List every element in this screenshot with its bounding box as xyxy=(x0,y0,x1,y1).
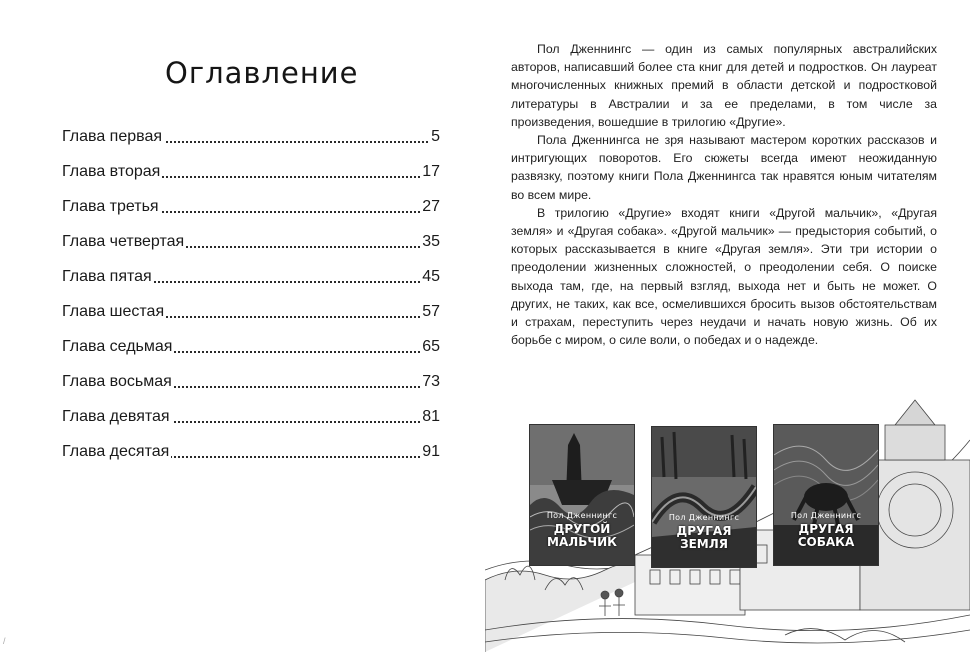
toc-item-3[interactable] xyxy=(62,188,440,223)
toc-item-label: Глава вторая xyxy=(62,163,161,180)
toc-item-label: Глава седьмая xyxy=(62,338,173,355)
corner-mark: / xyxy=(3,636,6,646)
toc-item-label: Глава пятая xyxy=(62,268,152,285)
toc-item-9[interactable] xyxy=(62,398,440,433)
toc-item-label: Глава шестая xyxy=(62,303,165,320)
book-cover-other-boy[interactable] xyxy=(529,424,635,566)
toc-item-page: 57 xyxy=(422,303,440,320)
toc-item-page: 65 xyxy=(422,338,440,355)
book-title: ДРУГОЙ МАЛЬЧИК xyxy=(547,522,617,549)
toc-item-page: 35 xyxy=(422,233,440,250)
toc-item-label: Глава первая xyxy=(62,128,163,145)
book-cover-other-dog[interactable] xyxy=(773,424,879,566)
toc-item-page: 5 xyxy=(431,128,440,145)
toc-item-7[interactable] xyxy=(62,328,440,363)
toc-item-page: 27 xyxy=(422,198,440,215)
author-bio xyxy=(511,40,937,349)
bio-paragraph-3: В трилогию «Другие» входят книги «Другой мальчик», «Другая земля» и «Другая собака». «Другой мальчик» — предыстория событий, о которых рассказывается в книге «Другая земля». Эти три истории о преодолении жизненных сложностей, о преодолении себя. О поиске выхода там, где, на первый взгляд, выхода нет и быть не может. О других, не таких, как все, осмелившихся бросить вызов обстоятельствам и страхам, переступить через неудачи и начать новую жизнь. Об их борьбе с миром, о силе воли, о победах и о надежде. xyxy=(511,205,937,348)
book-author: Пол Дженнингс xyxy=(546,511,618,520)
toc-item-label: Глава третья xyxy=(62,198,159,215)
toc-item-page: 81 xyxy=(422,408,440,425)
toc-item-label: Глава четвертая xyxy=(62,233,185,250)
book-author: Пол Дженнингс xyxy=(668,513,740,522)
toc-item-6[interactable] xyxy=(62,293,440,328)
book-title: ДРУГАЯ ЗЕМЛЯ xyxy=(676,524,732,551)
toc-item-label: Глава восьмая xyxy=(62,373,172,390)
book-author: Пол Дженнингс xyxy=(790,511,862,520)
bio-paragraph-1: Пол Дженнингс — один из самых популярных австралийских авторов, написавший более ста книг для детей и подростков. Он лауреат многочисленных книжных премий в области детской и подростковой литературы в Австралии и за ее пределами, в том числе за произведения, вошедшие в трилогию «Другие». xyxy=(511,42,937,129)
toc-item-10[interactable] xyxy=(62,433,440,468)
toc-item-5[interactable] xyxy=(62,258,440,293)
toc-item-page: 73 xyxy=(422,373,440,390)
toc-title: Оглавление xyxy=(165,56,359,90)
toc-item-4[interactable] xyxy=(62,223,440,258)
toc-item-8[interactable] xyxy=(62,363,440,398)
toc-list xyxy=(62,118,440,468)
toc-item-1[interactable] xyxy=(62,118,440,153)
bio-paragraph-2: Пола Дженнингса не зря называют мастером коротких рассказов и интригующих поворотов. Его сюжеты всегда имеют неожиданную развязку, поэтому книги Пола Дженнингса так нравятся юным читателям во всем мире. xyxy=(511,133,937,202)
toc-item-page: 17 xyxy=(422,163,440,180)
book-title: ДРУГАЯ СОБАКА xyxy=(797,522,855,549)
toc-item-label: Глава девятая xyxy=(62,408,170,425)
toc-item-page: 45 xyxy=(422,268,440,285)
toc-item-2[interactable] xyxy=(62,153,440,188)
right-page xyxy=(485,0,970,652)
book-cover-other-land[interactable] xyxy=(651,426,757,568)
toc-item-label: Глава десятая xyxy=(62,443,170,460)
toc-item-page: 91 xyxy=(422,443,440,460)
